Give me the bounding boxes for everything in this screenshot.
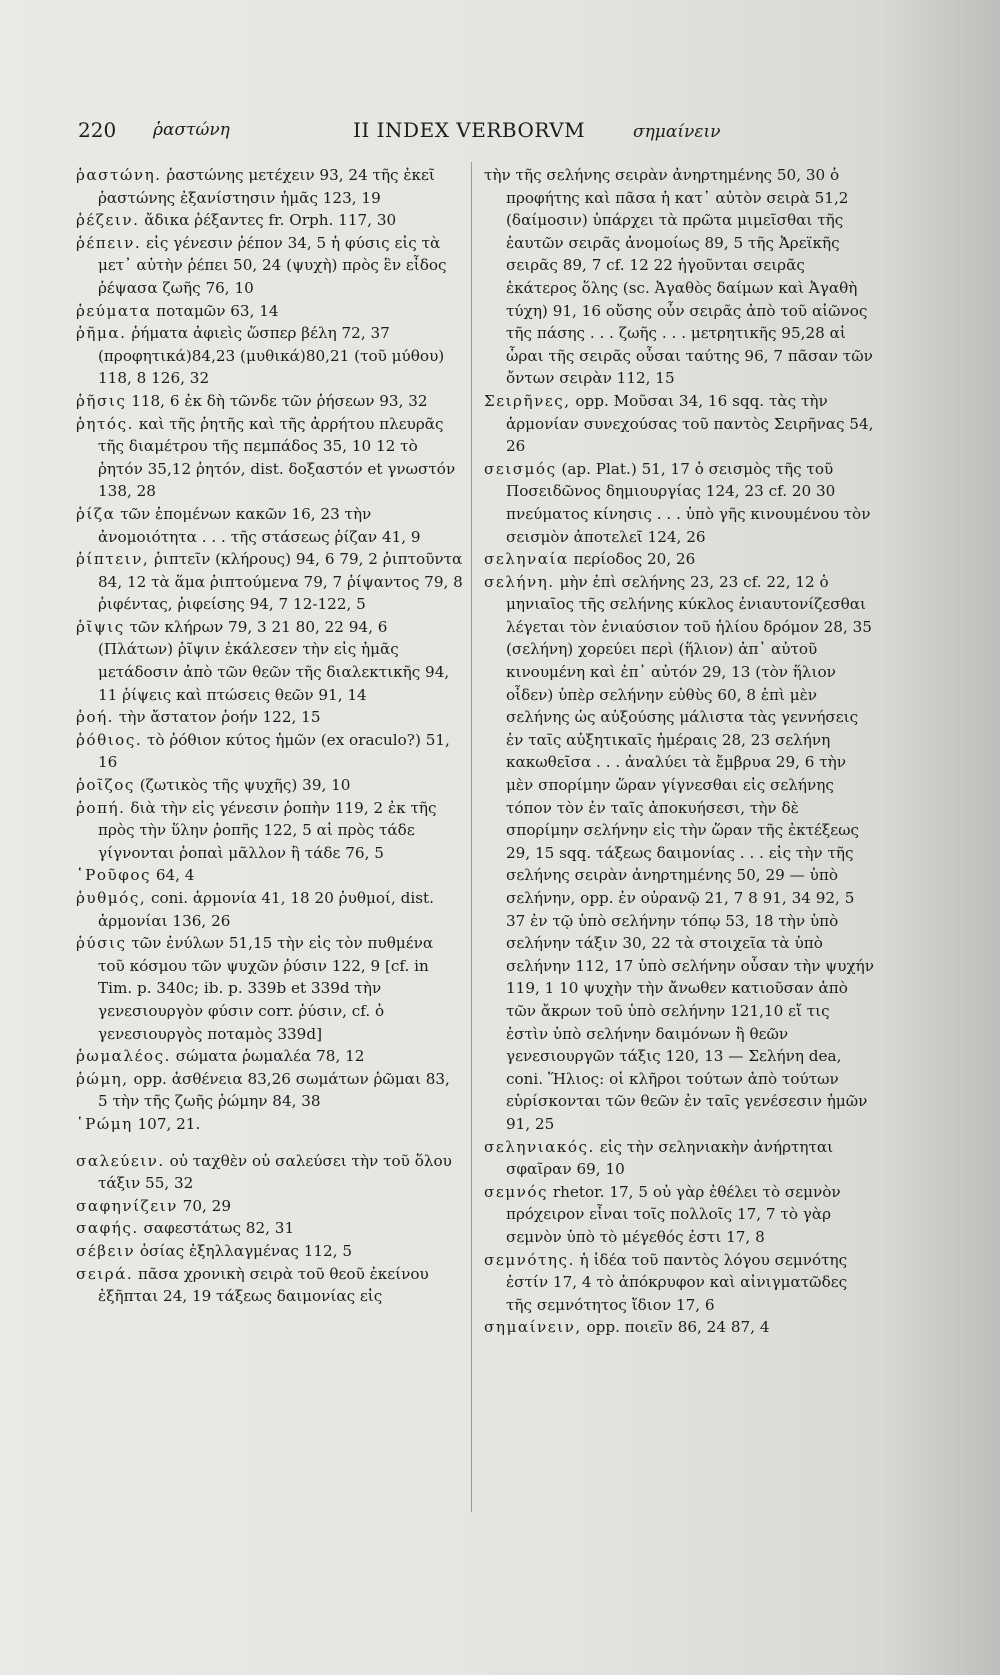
index-entry [484,1249,874,1317]
first-headword: ῥαστώνη [153,120,230,140]
headword: σεισμός [484,459,557,478]
headword: σαφής. [76,1219,139,1238]
entry-text: τὴν τῆς σελήνης σειρὰν ἀνηρτημένης 50, 30 ὁ προφήτης καὶ πᾶσα ἡ κατ᾽ αὐτὸν σειρὰ 51,2 (δαίμοσιν) ὑπάρχει τὰ πρῶτα μιμεῖσθαι τῆς ἑαυτῶν σειρᾶς ἀνομοίως 89, 5 τῆς Ἀρεϊκῆς σειρᾶς 89, 7 cf. 12 22 ἡγοῦνται σειρᾶς ἑκάτερος ὅλης (sc. Ἀγαθὸς δαίμων καὶ Ἀγαθὴ τύχη) 91, 16 οὔσης οὖν σειρᾶς ἀπὸ τοῦ αἰῶνος τῆς πάσης . . . ζωῆς . . . μετρητικῆς 95,28 αἱ ὧραι τῆς σειρᾶς οὖσαι ταύτης 96, 7 πᾶσαν τῶν ὄντων σειρὰν 112, 15 [484,166,873,388]
index-entry [76,1217,464,1240]
headword: ῥητός. [76,414,134,433]
entry-text: ποταμῶν 63, 14 [156,301,279,320]
headword: ῥῖψις [76,617,125,636]
entry-text: 70, 29 [182,1196,231,1215]
entry-text: τῶν ἑπομένων κακῶν 16, 23 τὴν ἀνομοιότητα . . . τῆς στάσεως ῥίζαν 41, 9 [98,504,421,546]
right-column [484,164,874,1339]
index-entry [484,548,874,571]
index-entry [76,1113,464,1136]
entry-text: ἡ ἰδέα τοῦ παντὸς λόγου σεμνότης ἐστίν 17, 4 τὸ ἀπόκρυφον καὶ αἰνιγματῶδες τῆς σεμνότητος ἴδιον 17, 6 [506,1250,848,1314]
index-entry [76,729,464,774]
headword: σεμνότης. [484,1250,575,1269]
entry-text: μὴν ἐπὶ σελήνης 23, 23 cf. 22, 12 ὁ μηνιαῖος τῆς σελήνης κύκλος ἐνιαυτονίζεσθαι λέγεται τὸν ἐνιαύσιον τοῦ ἡλίου δρόμον 28, 35 (σελήνη) χορεύει περὶ (ἥλιον) ἀπ᾽ αὐτοῦ κινουμένη καὶ ἐπ᾽ αὐτόν 29, 13 (τὸν ἥλιον οἶδεν) ὑπὲρ σελήνην εὐθὺς 60, 8 ἐπὶ μὲν σελήνης ὡς αὐξούσης μάλιστα τὰς γεννήσεις ἐν ταῖς αὐξητικαῖς ἡμέραις 28, 23 σελήνη κακωθεῖσα . . . ἀναλύει τὰ ἔμβρυα 29, 6 τὴν μὲν σπορίμην ὥραν γίγνεσθαι εἰς σελήνης τόπον τὸν ἐν ταῖς ἀποκυήσεσι, τὴν δὲ σπορίμην σελήνην εἰς τὴν ὥραν τῆς ἐκτέξεως 29, 15 sqq. τάξεως δαιμονίας . . . εἰς τὴν τῆς σελήνης σειρὰν ἀνηρτημένης 50, 29 — ὑπὸ σελήνην, opp. ἐν οὐρανῷ 21, 7 8 91, 34 92, 5 37 ἐν τῷ ὑπὸ σελήνην τόπῳ 53, 18 τὴν ὑπὸ σελήνην τάξιν 30, 22 τὰ στοιχεῖα τὰ ὑπὸ σελήνην 112, 17 ὑπὸ σελήνην οὖσαν τὴν ψυχήν 119, 1 10 ψυχὴν τὴν ἄνωθεν κατιοῦσαν ἀπὸ τῶν ἄκρων τοῦ ὑπὸ σελήνην 121,10 εἴ τις ἐστὶν ὑπὸ σελήνην δαιμόνων ἢ θεῶν γενεσιουργῶν τάξις 120, 13 — Σελήνη dea, coni. Ἥλιος: οἱ κλῆροι τούτων ἀπὸ τούτων εὑρίσκονται τῶν θεῶν ἐν ταῖς γενέσεσιν ἡμῶν 91, 25 [506,572,874,1133]
headword: σεληναία [484,550,569,569]
index-entry [76,864,464,887]
entry-text: opp. ποιεῖν 86, 24 87, 4 [586,1318,770,1337]
headword: σημαίνειν, [484,1318,582,1337]
entry-text: καὶ τῆς ῥητῆς καὶ τῆς ἀρρήτου πλευρᾶς τῆς διαμέτρου τῆς πεμπάδος 35, 10 12 τὸ ῥητόν 35,12 ῥητόν, dist. δοξαστόν et γνωστόν 138, 28 [98,414,456,501]
headword: ῥωμαλέος. [76,1047,171,1066]
entry-text: rhetor. 17, 5 οὐ γὰρ ἐθέλει τὸ σεμνὸν πρόχειρον εἶναι τοῖς πολλοῖς 17, 7 τὸ γὰρ σεμνὸν ὑπὸ τὸ μέγεθός ἐστι 17, 8 [506,1182,841,1246]
headword: Σειρῆνες, [484,391,571,410]
entry-text: τῶν κλήρων 79, 3 21 80, 22 94, 6 (Πλάτων) ῥῖψιν ἐκάλεσεν τὴν εἰς ἡμᾶς μετάδοσιν ἀπὸ τῶν θεῶν τῆς διαλεκτικῆς 94, 11 ῥίψεις καὶ πτώσεις θεῶν 91, 14 [98,617,450,704]
index-entry [76,774,464,797]
index-entry [484,571,874,1136]
headword: ῥοῖζος [76,776,135,795]
entry-text: 107, 21. [137,1114,201,1133]
headword: ῾Ρώμη [76,1114,133,1133]
entry-text: (ζωτικὸς τῆς ψυχῆς) 39, 10 [139,776,351,795]
headword: σεληνιακός. [484,1137,595,1156]
entry-text: τὴν ἄστατον ῥοήν 122, 15 [118,708,321,727]
index-entry [76,887,464,932]
index-entry [76,1045,464,1068]
entry-text: coni. ἁρμονία 41, 18 20 ῥυθμοί, dist. ἁρμονίαι 136, 26 [98,889,434,930]
index-entry [76,548,464,616]
entry-text: εἰς τὴν σεληνιακὴν ἀνήρτηται σφαῖραν 69, 10 [506,1137,834,1179]
index-entry [76,390,464,413]
page-title: II INDEX VERBORVM [353,118,586,142]
entry-text: διὰ τὴν εἰς γένεσιν ῥοπὴν 119, 2 ἐκ τῆς πρὸς τὴν ὕλην ῥοπῆς 122, 5 αἱ πρὸς τάδε γίγνονται ῥοπαὶ μᾶλλον ἢ τάδε 76, 5 [98,798,437,862]
headword: ῥοή. [76,708,114,727]
entry-text: ῥαστώνης μετέχειν 93, 24 τῆς ἐκεῖ ῥαστώνης ἐξανίστησιν ἡμᾶς 123, 19 [98,166,435,207]
headword: ῾Ροῦφος [76,866,151,885]
index-entry [484,164,874,390]
index-entry [76,1150,464,1195]
index-entry [484,1181,874,1249]
index-entry [76,503,464,548]
entry-text: ῥήματα ἀφιεὶς ὥσπερ βέλη 72, 37 (προφητικά)84,23 (μυθικά)80,21 (τοῦ μύθου) 118, 8 126, 32 [98,324,445,388]
entry-text: 64, 4 [155,866,195,885]
entry-text: (ap. Plat.) 51, 17 ὁ σεισμὸς τῆς τοῦ Ποσειδῶνος δημιουργίας 124, 23 cf. 20 30 πνεύματος κίνησις . . . ὑπὸ γῆς κινουμένου τὸν σεισμὸν ἀποτελεῖ 124, 26 [506,459,871,546]
index-entry [76,616,464,706]
index-entry [484,1136,874,1181]
entry-text: περίοδος 20, 26 [573,550,696,569]
index-entry [76,164,464,209]
headword: ῥέζειν. [76,211,140,230]
headword: σαλεύειν. [76,1151,165,1170]
headword: ῥῆμα. [76,324,127,343]
entry-text: ῥιπτεῖν (κλήρους) 94, 6 79, 2 ῥιπτοῦντα 84, 12 τὰ ἅμα ῥιπτούμενα 79, 7 ῥίψαντος 79, 8 ῥιφέντας, ῥιφείσης 94, 7 12-122, 5 [98,550,463,614]
entry-text: σαφεστάτως 82, 31 [143,1219,295,1238]
column-divider [471,162,472,1512]
headword: ῥώμη, [76,1069,129,1088]
index-entry [484,1316,874,1339]
entry-text: τῶν ἐνύλων 51,15 τὴν εἰς τὸν πυθμένα τοῦ κόσμου τῶν ψυχῶν ῥύσιν 122, 9 [cf. in Tim. p. 340c; ib. p. 339b et 339d τὴν γενεσιουργὸν φύσιν corr. ῥύσιν, cf. ὁ γενεσιουργὸς ποταμὸς 339d] [98,934,434,1043]
headword: ῥοπή. [76,798,126,817]
headword: ῥίζα [76,504,116,523]
headword: ῥυθμός, [76,889,147,907]
entry-text: opp. Μοῦσαι 34, 16 sqq. τὰς τὴν ἁρμονίαν συνεχούσας τοῦ παντὸς Σειρῆνας 54, 26 [506,391,874,456]
index-entry [484,390,874,458]
entry-text: ὁσίας ἐξηλλαγμένας 112, 5 [139,1241,353,1260]
entry-text: πᾶσα χρονικὴ σειρὰ τοῦ θεοῦ ἐκείνου ἐξῆπται 24, 19 τάξεως δαιμονίας εἰς [98,1264,429,1306]
index-entry [76,232,464,300]
headword: ῥύσις [76,934,127,953]
index-entry [76,932,464,1045]
headword: ῥέπειν. [76,233,142,252]
index-entry [76,1195,464,1218]
index-entry [76,706,464,729]
entry-text: οὐ ταχθὲν οὐ σαλεύσει τὴν τοῦ ὅλου τάξιν 55, 32 [98,1151,452,1193]
entry-text: σώματα ῥωμαλέα 78, 12 [175,1047,365,1066]
headword: σαφηνίζειν [76,1196,178,1215]
headword: σέβειν [76,1241,136,1260]
headword: ῥίπτειν, [76,550,150,569]
last-headword: σημαίνειν [633,122,721,142]
index-entry [76,209,464,232]
index-entry [76,797,464,865]
headword: σελήνη. [484,572,555,591]
entry-text: τὸ ῥόθιον κύτος ἡμῶν (ex oraculo?) 51, 16 [98,730,450,772]
index-entry [76,300,464,323]
index-entry [76,413,464,503]
headword: ῥόθιος. [76,730,143,749]
index-entry [484,458,874,548]
index-entry [76,1263,464,1308]
entry-text: εἰς γένεσιν ῥέπον 34, 5 ἡ φύσις εἰς τὰ μετ᾽ αὐτὴν ῥέπει 50, 24 (ψυχὴ) πρὸς ἓν εἶδος ῥέψασα ζωῆς 76, 10 [98,233,447,297]
left-column [76,164,464,1308]
entry-text: opp. ἀσθένεια 83,26 σωμάτων ῥῶμαι 83, 5 τὴν τῆς ζωῆς ῥώμην 84, 38 [98,1069,450,1111]
page-number: 220 [78,118,117,142]
index-entry [76,322,464,390]
entry-text: ἄδικα ῥέξαντες fr. Orph. 117, 30 [144,211,397,230]
headword: ῥαστώνη. [76,166,162,184]
index-entry [76,1240,464,1263]
headword: σειρά. [76,1264,134,1283]
headword: σεμνός [484,1182,548,1201]
headword: ῥεύματα [76,301,152,320]
index-entry [76,1068,464,1113]
running-header [78,118,778,158]
headword: ῥῆσις [76,391,127,410]
entry-text: 118, 6 ἐκ δὴ τῶνδε τῶν ῥήσεων 93, 32 [131,391,428,410]
